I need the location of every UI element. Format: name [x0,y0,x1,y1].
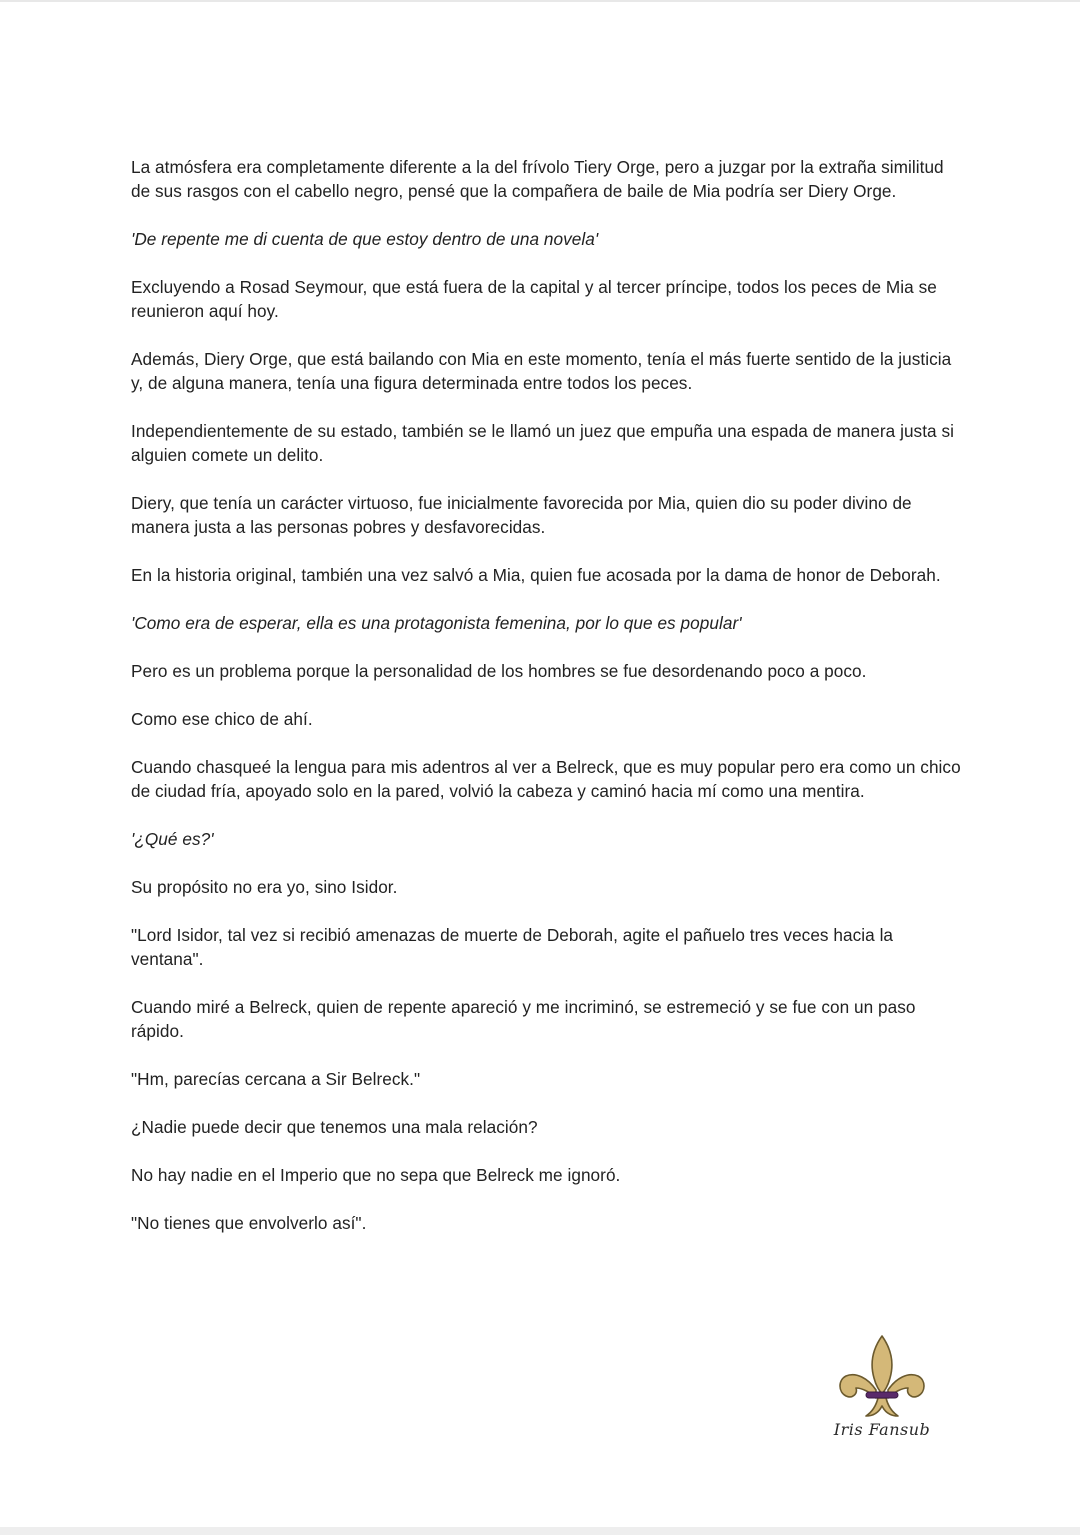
page-bottom-edge [0,1527,1080,1535]
paragraph-13: Su propósito no era yo, sino Isidor. [131,877,398,897]
paragraph-11: Cuando chasqueé la lengua para mis adentros al ver a Belreck, que es muy popular pero era como un chico de ciudad fría, apoyado solo en la pared, volvió la cabeza y caminó hacia mí como una mentira. [131,757,961,801]
page-top-edge [0,0,1080,2]
paragraph-5: Independientemente de su estado, también se le llamó un juez que empuña una espada de manera justa si alguien comete un delito. [131,421,954,465]
paragraph-17: ¿Nadie puede decir que tenemos una mala relación? [131,1117,538,1137]
paragraph-3: Excluyendo a Rosad Seymour, que está fuera de la capital y al tercer príncipe, todos los peces de Mia se reunieron aquí hoy. [131,277,937,321]
paragraph-16-dialogue: "Hm, parecías cercana a Sir Belreck." [131,1069,421,1089]
paragraph-4: Además, Diery Orge, que está bailando con Mia en este momento, tenía el más fuerte sentido de la justicia y, de alguna manera, tenía una figura determinada entre todos los peces. [131,349,952,393]
watermark-logo [832,1332,942,1444]
paragraph-14-dialogue: "Lord Isidor, tal vez si recibió amenazas de muerte de Deborah, agite el pañuelo tres veces hacia la ventana". [131,925,894,969]
paragraph-7: En la historia original, también una vez salvó a Mia, quien fue acosada por la dama de honor de Deborah. [131,565,941,585]
paragraph-1: La atmósfera era completamente diferente a la del frívolo Tiery Orge, pero a juzgar por la extraña similitud de sus rasgos con el cabello negro, pensé que la compañera de baile de Mia podría ser Diery Orge. [131,157,944,201]
paragraph-9: Pero es un problema porque la personalidad de los hombres se fue desordenando poco a poco. [131,661,867,681]
document-body [131,155,961,1259]
paragraph-12-thought: '¿Qué es?' [131,829,214,849]
paragraph-18: No hay nadie en el Imperio que no sepa que Belreck me ignoró. [131,1165,621,1185]
paragraph-6: Diery, que tenía un carácter virtuoso, fue inicialmente favorecida por Mia, quien dio su poder divino de manera justa a las personas pobres y desfavorecidas. [131,493,912,537]
paragraph-10: Como ese chico de ahí. [131,709,313,729]
paragraph-2-thought: 'De repente me di cuenta de que estoy dentro de una novela' [131,229,599,249]
paragraph-15: Cuando miré a Belreck, quien de repente apareció y me incriminó, se estremeció y se fue con un paso rápido. [131,997,916,1041]
fleur-de-lis-icon [832,1332,932,1422]
watermark-caption: Iris Fansub [833,1420,931,1439]
paragraph-19-dialogue: "No tienes que envolverlo así". [131,1213,367,1233]
paragraph-8-thought: 'Como era de esperar, ella es una protagonista femenina, por lo que es popular' [131,613,742,633]
